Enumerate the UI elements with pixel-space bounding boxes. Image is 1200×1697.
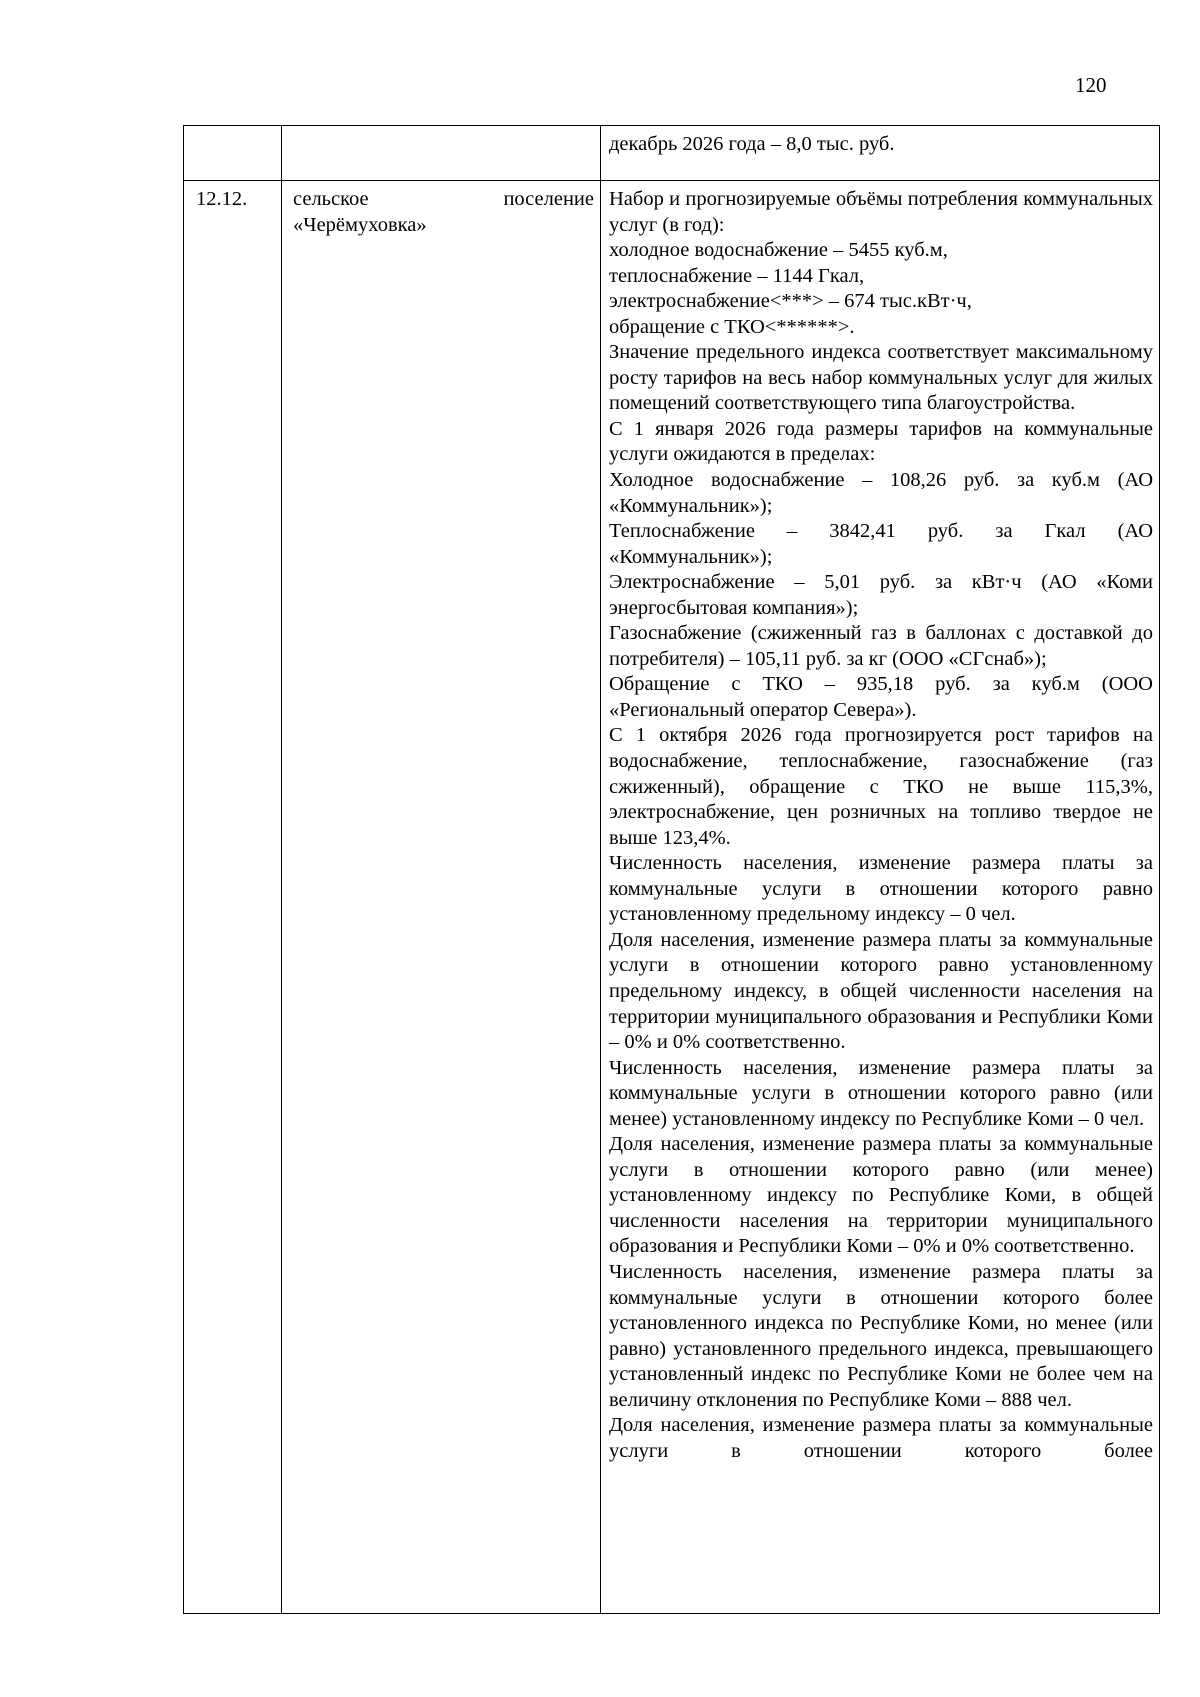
table-row bbox=[184, 181, 1160, 1614]
desc-paragraph: Доля населения, изменение размера платы за коммунальные услуги в отношении которого более bbox=[609, 1414, 1153, 1462]
desc-paragraph: С 1 января 2026 года размеры тарифов на коммунальные услуги ожидаются в пределах: bbox=[609, 417, 1153, 466]
table-row bbox=[184, 126, 1160, 181]
desc-paragraph: Теплоснабжение – 3842,41 руб. за Гкал (АО «Коммунальник»); bbox=[609, 520, 1153, 568]
desc-paragraph: Холодное водоснабжение – 108,26 руб. за куб.м (АО «Коммунальник»); bbox=[609, 469, 1153, 517]
desc-paragraph: Обращение с ТКО – 935,18 руб. за куб.м (ООО «Региональный оператор Севера»). bbox=[609, 673, 1153, 721]
description-cell: декабрь 2026 года – 8,0 тыс. руб. bbox=[601, 126, 1160, 181]
desc-paragraph: Численность населения, изменение размера платы за коммунальные услуги в отношении которого равно (или менее) установленному индексу по Республике Коми – 0 чел. bbox=[609, 1056, 1153, 1130]
desc-paragraph: теплоснабжение – 1144 Гкал, bbox=[609, 264, 865, 287]
row-number-cell bbox=[184, 126, 282, 181]
municipality-name: «Черёмуховка» bbox=[293, 213, 427, 236]
desc-paragraph: Газоснабжение (сжиженный газ в баллонах с доставкой до потребителя) – 105,11 руб. за кг (ООО «СГснаб»); bbox=[609, 622, 1153, 670]
desc-paragraph: Электроснабжение – 5,01 руб. за кВт·ч (АО «Коми энергосбытовая компания»); bbox=[609, 571, 1153, 619]
desc-paragraph: С 1 октября 2026 года прогнозируется рост тарифов на водоснабжение, теплоснабжение, газоснабжение (газ сжиженный), обращение с ТКО не выше 115,3%, электроснабжение, цен розничных на топливо твердое не выше 123,4%. bbox=[609, 724, 1153, 849]
tariff-table bbox=[183, 125, 1160, 1614]
desc-paragraph: Доля населения, изменение размера платы за коммунальные услуги в отношении которого равно (или менее) установленному индексу по Республике Коми, в общей численности населения на территории муниципального образования и Республики Коми – 0% и 0% соответственно. bbox=[609, 1133, 1153, 1258]
desc-paragraph: Численность населения, изменение размера платы за коммунальные услуги в отношении которого равно установленному предельному индексу – 0 чел. bbox=[609, 852, 1153, 926]
desc-paragraph: Численность населения, изменение размера платы за коммунальные услуги в отношении которого более установленного индекса по Республике Коми, но менее (или равно) установленного предельного индекса, превышающего установленный индекс по Республике Коми не более чем на величину отклонения по Республике Коми – 888 чел. bbox=[609, 1260, 1153, 1411]
municipality-cell bbox=[282, 126, 601, 181]
desc-paragraph: Доля населения, изменение размера платы за коммунальные услуги в отношении которого равно установленному предельному индексу, в общей численности населения на территории муниципального образования и Республики Коми – 0% и 0% соответственно. bbox=[609, 928, 1153, 1054]
desc-paragraph: электроснабжение<***> – 674 тыс.кВт·ч, bbox=[609, 290, 972, 313]
desc-paragraph: Набор и прогнозируемые объёмы потребления коммунальных услуг (в год): bbox=[609, 188, 1153, 236]
municipality-type: сельское поселение bbox=[293, 188, 594, 210]
row-number-cell: 12.12. bbox=[184, 181, 282, 1614]
desc-paragraph: холодное водоснабжение – 5455 куб.м, bbox=[609, 239, 948, 262]
desc-paragraph: обращение с ТКО<******>. bbox=[609, 315, 855, 338]
description-cell bbox=[601, 181, 1160, 1614]
municipality-cell bbox=[282, 181, 601, 1614]
desc-paragraph: Значение предельного индекса соответствует максимальному росту тарифов на весь набор коммунальных услуг для жилых помещений соответствующего типа благоустройства. bbox=[609, 341, 1153, 415]
page-number: 120 bbox=[1075, 73, 1107, 97]
